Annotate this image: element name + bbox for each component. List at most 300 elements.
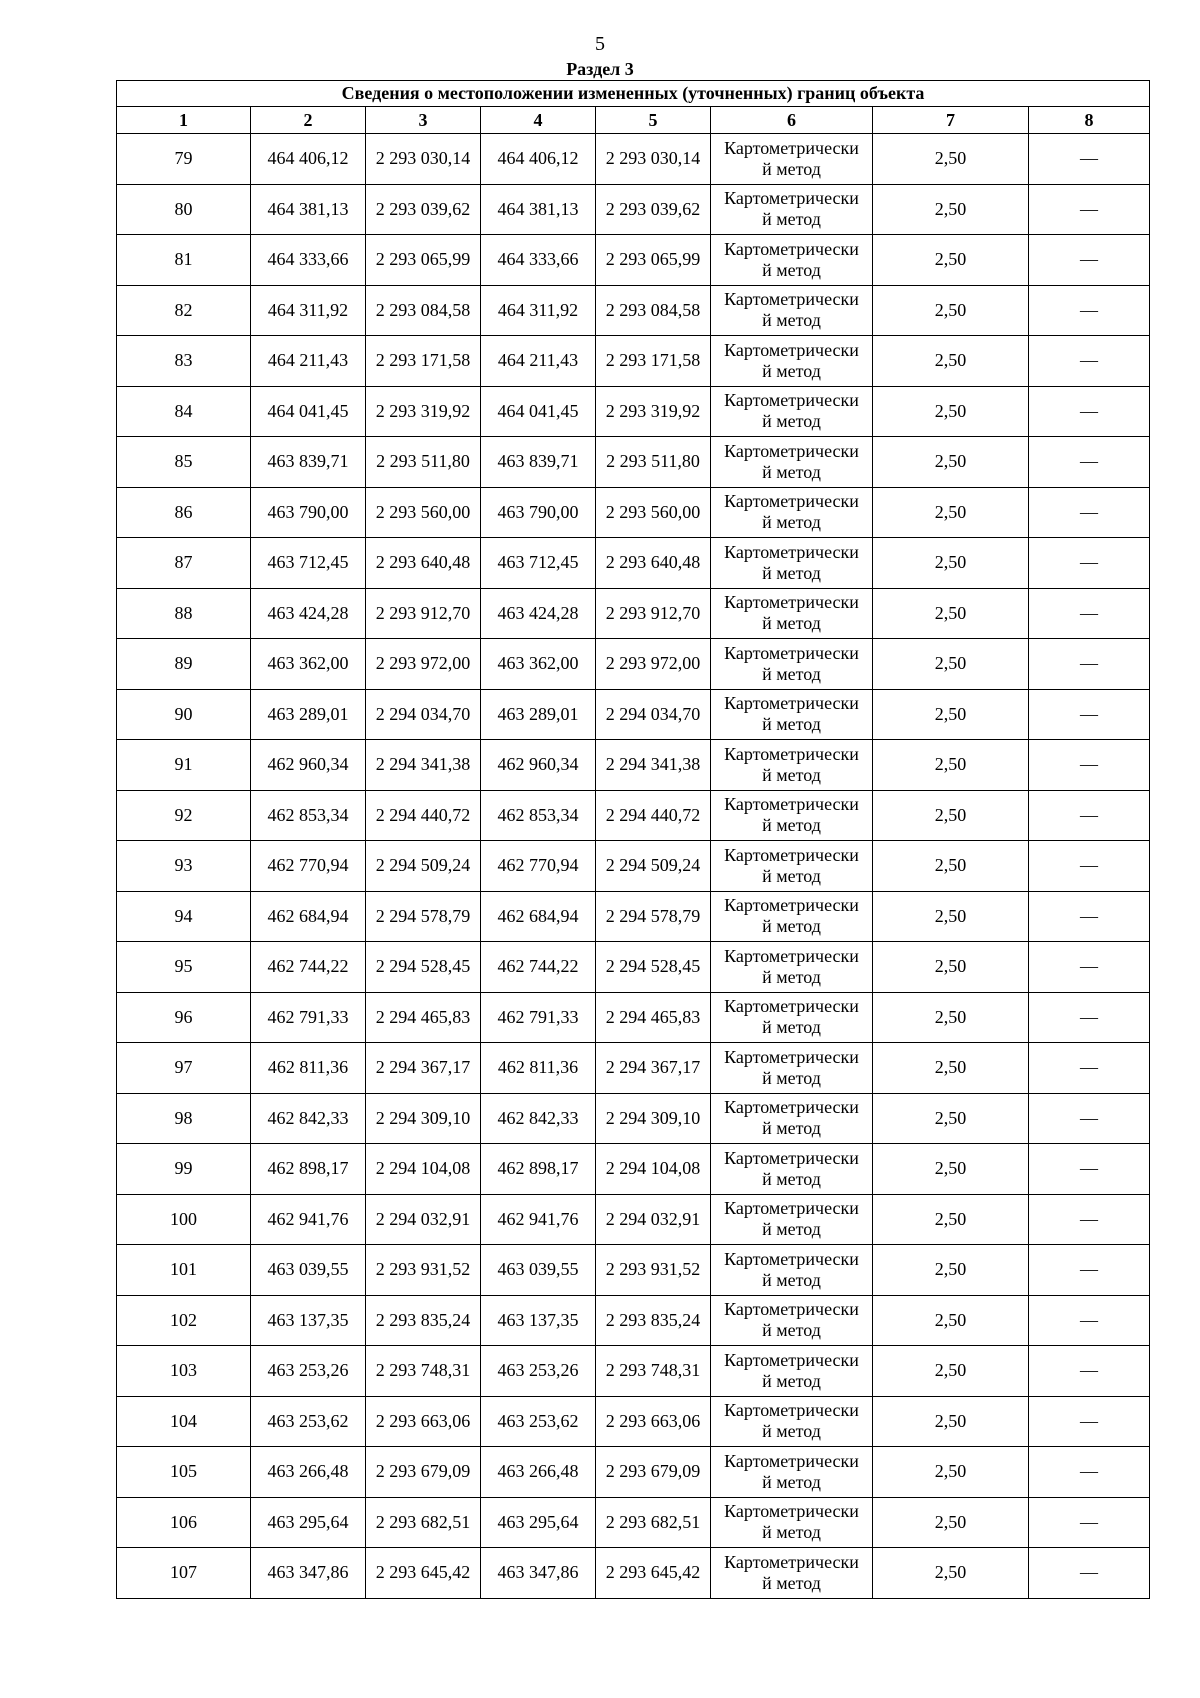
x-existing-cell: 464 211,43 [251, 336, 366, 387]
method-line: й метод [762, 613, 821, 634]
table-row [117, 1447, 1150, 1498]
accuracy-cell: 2,50 [873, 437, 1029, 488]
point-number-cell: 96 [117, 992, 251, 1043]
point-number-cell: 92 [117, 790, 251, 841]
method-line: й метод [762, 1017, 821, 1038]
description-cell: — [1029, 992, 1150, 1043]
description-cell: — [1029, 134, 1150, 185]
method-line: й метод [762, 1067, 821, 1088]
point-number-cell: 99 [117, 1144, 251, 1195]
accuracy-cell: 2,50 [873, 942, 1029, 993]
description-cell: — [1029, 1447, 1150, 1498]
method-line: й метод [762, 562, 821, 583]
description-cell: — [1029, 1396, 1150, 1447]
point-number-cell: 80 [117, 184, 251, 235]
y-existing-cell: 2 293 640,48 [366, 538, 481, 589]
y-refined-cell: 2 294 032,91 [596, 1194, 711, 1245]
description-cell: — [1029, 538, 1150, 589]
x-refined-cell: 464 333,66 [481, 235, 596, 286]
x-existing-cell: 462 842,33 [251, 1093, 366, 1144]
method-line: Картометрически [724, 339, 859, 360]
method-cell [711, 235, 873, 286]
accuracy-cell: 2,50 [873, 841, 1029, 892]
method-line: Картометрически [724, 1248, 859, 1269]
point-number-cell: 89 [117, 639, 251, 690]
y-existing-cell: 2 293 084,58 [366, 285, 481, 336]
method-line: й метод [762, 916, 821, 937]
y-existing-cell: 2 293 679,09 [366, 1447, 481, 1498]
method-line: й метод [762, 865, 821, 886]
description-cell: — [1029, 1497, 1150, 1548]
description-cell: — [1029, 942, 1150, 993]
x-existing-cell: 463 424,28 [251, 588, 366, 639]
accuracy-cell: 2,50 [873, 235, 1029, 286]
y-existing-cell: 2 294 509,24 [366, 841, 481, 892]
x-existing-cell: 464 041,45 [251, 386, 366, 437]
accuracy-cell: 2,50 [873, 689, 1029, 740]
accuracy-cell: 2,50 [873, 1497, 1029, 1548]
method-line: Картометрически [724, 491, 859, 512]
x-refined-cell: 462 770,94 [481, 841, 596, 892]
point-number-cell: 81 [117, 235, 251, 286]
table-row [117, 184, 1150, 235]
table-row [117, 1295, 1150, 1346]
method-cell [711, 740, 873, 791]
point-number-cell: 79 [117, 134, 251, 185]
y-refined-cell: 2 293 030,14 [596, 134, 711, 185]
x-refined-cell: 464 311,92 [481, 285, 596, 336]
x-existing-cell: 463 790,00 [251, 487, 366, 538]
x-existing-cell: 462 684,94 [251, 891, 366, 942]
table-row [117, 891, 1150, 942]
description-cell: — [1029, 1043, 1150, 1094]
y-refined-cell: 2 293 931,52 [596, 1245, 711, 1296]
column-number-row [117, 107, 1150, 134]
y-existing-cell: 2 294 465,83 [366, 992, 481, 1043]
description-cell: — [1029, 487, 1150, 538]
y-refined-cell: 2 293 511,80 [596, 437, 711, 488]
method-line: Картометрически [724, 390, 859, 411]
column-number: 5 [596, 107, 711, 134]
y-refined-cell: 2 293 039,62 [596, 184, 711, 235]
point-number-cell: 103 [117, 1346, 251, 1397]
accuracy-cell: 2,50 [873, 891, 1029, 942]
method-line: Картометрически [724, 693, 859, 714]
accuracy-cell: 2,50 [873, 1093, 1029, 1144]
table-row [117, 689, 1150, 740]
description-cell: — [1029, 1245, 1150, 1296]
section-title: Раздел 3 [566, 59, 634, 79]
method-cell [711, 1447, 873, 1498]
x-refined-cell: 462 744,22 [481, 942, 596, 993]
table-row [117, 588, 1150, 639]
y-existing-cell: 2 293 748,31 [366, 1346, 481, 1397]
point-number-cell: 107 [117, 1548, 251, 1599]
y-refined-cell: 2 294 509,24 [596, 841, 711, 892]
method-line: Картометрически [724, 1551, 859, 1572]
description-cell: — [1029, 689, 1150, 740]
accuracy-cell: 2,50 [873, 184, 1029, 235]
accuracy-cell: 2,50 [873, 1447, 1029, 1498]
description-cell: — [1029, 437, 1150, 488]
x-refined-cell: 463 790,00 [481, 487, 596, 538]
x-existing-cell: 463 362,00 [251, 639, 366, 690]
point-number-cell: 101 [117, 1245, 251, 1296]
accuracy-cell: 2,50 [873, 992, 1029, 1043]
x-existing-cell: 463 347,86 [251, 1548, 366, 1599]
table-row [117, 1043, 1150, 1094]
method-cell [711, 1093, 873, 1144]
method-line: й метод [762, 663, 821, 684]
table-row [117, 1194, 1150, 1245]
coordinates-table [116, 80, 1150, 1599]
y-existing-cell: 2 294 034,70 [366, 689, 481, 740]
accuracy-cell: 2,50 [873, 1396, 1029, 1447]
table-row [117, 942, 1150, 993]
x-existing-cell: 462 811,36 [251, 1043, 366, 1094]
x-refined-cell: 464 406,12 [481, 134, 596, 185]
method-cell [711, 790, 873, 841]
method-cell [711, 1295, 873, 1346]
y-refined-cell: 2 294 578,79 [596, 891, 711, 942]
accuracy-cell: 2,50 [873, 1194, 1029, 1245]
description-cell: — [1029, 1194, 1150, 1245]
column-number: 4 [481, 107, 596, 134]
method-line: й метод [762, 1320, 821, 1341]
method-cell [711, 336, 873, 387]
x-refined-cell: 462 684,94 [481, 891, 596, 942]
x-refined-cell: 464 211,43 [481, 336, 596, 387]
x-refined-cell: 464 381,13 [481, 184, 596, 235]
x-refined-cell: 463 424,28 [481, 588, 596, 639]
method-cell [711, 184, 873, 235]
table-row [117, 487, 1150, 538]
y-refined-cell: 2 293 645,42 [596, 1548, 711, 1599]
y-existing-cell: 2 293 931,52 [366, 1245, 481, 1296]
description-cell: — [1029, 235, 1150, 286]
method-line: Картометрически [724, 743, 859, 764]
method-cell [711, 689, 873, 740]
method-cell [711, 487, 873, 538]
point-number-cell: 90 [117, 689, 251, 740]
x-refined-cell: 463 266,48 [481, 1447, 596, 1498]
x-refined-cell: 463 137,35 [481, 1295, 596, 1346]
method-line: Картометрически [724, 1097, 859, 1118]
column-number: 8 [1029, 107, 1150, 134]
x-refined-cell: 463 253,62 [481, 1396, 596, 1447]
y-refined-cell: 2 293 663,06 [596, 1396, 711, 1447]
method-line: й метод [762, 714, 821, 735]
table-row [117, 386, 1150, 437]
method-line: й метод [762, 461, 821, 482]
point-number-cell: 97 [117, 1043, 251, 1094]
table-row [117, 1548, 1150, 1599]
table-row [117, 336, 1150, 387]
point-number-cell: 104 [117, 1396, 251, 1447]
description-cell: — [1029, 1548, 1150, 1599]
x-existing-cell: 462 791,33 [251, 992, 366, 1043]
method-cell [711, 538, 873, 589]
method-line: Картометрически [724, 642, 859, 663]
x-refined-cell: 463 289,01 [481, 689, 596, 740]
method-cell [711, 992, 873, 1043]
accuracy-cell: 2,50 [873, 639, 1029, 690]
description-cell: — [1029, 790, 1150, 841]
column-number: 6 [711, 107, 873, 134]
point-number-cell: 91 [117, 740, 251, 791]
method-cell [711, 1497, 873, 1548]
table-row [117, 1396, 1150, 1447]
y-refined-cell: 2 293 748,31 [596, 1346, 711, 1397]
method-line: й метод [762, 1118, 821, 1139]
method-line: Картометрически [724, 895, 859, 916]
x-existing-cell: 463 253,62 [251, 1396, 366, 1447]
method-line: Картометрически [724, 1299, 859, 1320]
method-line: й метод [762, 1269, 821, 1290]
method-line: Картометрически [724, 440, 859, 461]
accuracy-cell: 2,50 [873, 538, 1029, 589]
table-row [117, 1093, 1150, 1144]
method-line: й метод [762, 259, 821, 280]
accuracy-cell: 2,50 [873, 1346, 1029, 1397]
method-line: Картометрически [724, 1501, 859, 1522]
y-existing-cell: 2 293 560,00 [366, 487, 481, 538]
point-number-cell: 95 [117, 942, 251, 993]
table-row [117, 285, 1150, 336]
method-line: й метод [762, 310, 821, 331]
x-refined-cell: 462 898,17 [481, 1144, 596, 1195]
x-existing-cell: 464 381,13 [251, 184, 366, 235]
y-refined-cell: 2 293 084,58 [596, 285, 711, 336]
column-number: 7 [873, 107, 1029, 134]
description-cell: — [1029, 1295, 1150, 1346]
description-cell: — [1029, 588, 1150, 639]
method-line: й метод [762, 1572, 821, 1593]
description-cell: — [1029, 1093, 1150, 1144]
table-row [117, 992, 1150, 1043]
description-cell: — [1029, 740, 1150, 791]
table-row [117, 1497, 1150, 1548]
point-number-cell: 102 [117, 1295, 251, 1346]
table-row [117, 134, 1150, 185]
x-refined-cell: 463 839,71 [481, 437, 596, 488]
y-refined-cell: 2 294 034,70 [596, 689, 711, 740]
x-existing-cell: 462 744,22 [251, 942, 366, 993]
y-refined-cell: 2 294 440,72 [596, 790, 711, 841]
x-existing-cell: 464 311,92 [251, 285, 366, 336]
point-number-cell: 85 [117, 437, 251, 488]
y-existing-cell: 2 294 104,08 [366, 1144, 481, 1195]
method-line: й метод [762, 158, 821, 179]
y-refined-cell: 2 293 679,09 [596, 1447, 711, 1498]
accuracy-cell: 2,50 [873, 1043, 1029, 1094]
x-refined-cell: 463 347,86 [481, 1548, 596, 1599]
description-cell: — [1029, 1346, 1150, 1397]
y-refined-cell: 2 293 560,00 [596, 487, 711, 538]
method-cell [711, 1194, 873, 1245]
x-existing-cell: 463 039,55 [251, 1245, 366, 1296]
y-existing-cell: 2 293 972,00 [366, 639, 481, 690]
method-cell [711, 639, 873, 690]
y-existing-cell: 2 293 682,51 [366, 1497, 481, 1548]
point-number-cell: 93 [117, 841, 251, 892]
y-refined-cell: 2 293 319,92 [596, 386, 711, 437]
y-refined-cell: 2 294 341,38 [596, 740, 711, 791]
method-line: Картометрически [724, 541, 859, 562]
description-cell: — [1029, 639, 1150, 690]
method-line: й метод [762, 764, 821, 785]
point-number-cell: 87 [117, 538, 251, 589]
method-line: й метод [762, 966, 821, 987]
y-refined-cell: 2 294 367,17 [596, 1043, 711, 1094]
y-existing-cell: 2 293 511,80 [366, 437, 481, 488]
method-cell [711, 942, 873, 993]
accuracy-cell: 2,50 [873, 1144, 1029, 1195]
y-existing-cell: 2 293 663,06 [366, 1396, 481, 1447]
y-refined-cell: 2 293 972,00 [596, 639, 711, 690]
y-existing-cell: 2 293 039,62 [366, 184, 481, 235]
method-line: й метод [762, 1421, 821, 1442]
table-row [117, 740, 1150, 791]
y-existing-cell: 2 294 528,45 [366, 942, 481, 993]
method-line: Картометрически [724, 1450, 859, 1471]
table-row [117, 437, 1150, 488]
table-body [117, 134, 1150, 1599]
method-line: Картометрически [724, 1046, 859, 1067]
method-line: й метод [762, 1219, 821, 1240]
x-refined-cell: 464 041,45 [481, 386, 596, 437]
y-existing-cell: 2 294 578,79 [366, 891, 481, 942]
method-line: Картометрически [724, 1400, 859, 1421]
x-refined-cell: 462 853,34 [481, 790, 596, 841]
method-line: й метод [762, 1168, 821, 1189]
page-number: 5 [595, 33, 605, 55]
description-cell: — [1029, 841, 1150, 892]
method-cell [711, 134, 873, 185]
x-refined-cell: 462 960,34 [481, 740, 596, 791]
x-refined-cell: 463 039,55 [481, 1245, 596, 1296]
point-number-cell: 100 [117, 1194, 251, 1245]
y-existing-cell: 2 293 171,58 [366, 336, 481, 387]
x-existing-cell: 462 853,34 [251, 790, 366, 841]
x-existing-cell: 463 137,35 [251, 1295, 366, 1346]
method-line: Картометрически [724, 238, 859, 259]
method-line: й метод [762, 512, 821, 533]
table-row [117, 841, 1150, 892]
method-line: Картометрически [724, 996, 859, 1017]
point-number-cell: 106 [117, 1497, 251, 1548]
y-existing-cell: 2 294 440,72 [366, 790, 481, 841]
point-number-cell: 86 [117, 487, 251, 538]
y-refined-cell: 2 293 640,48 [596, 538, 711, 589]
table-row [117, 1346, 1150, 1397]
point-number-cell: 82 [117, 285, 251, 336]
y-existing-cell: 2 293 645,42 [366, 1548, 481, 1599]
method-cell [711, 841, 873, 892]
x-existing-cell: 464 406,12 [251, 134, 366, 185]
x-existing-cell: 464 333,66 [251, 235, 366, 286]
y-refined-cell: 2 294 465,83 [596, 992, 711, 1043]
x-existing-cell: 463 712,45 [251, 538, 366, 589]
method-cell [711, 1396, 873, 1447]
y-refined-cell: 2 293 912,70 [596, 588, 711, 639]
y-existing-cell: 2 294 341,38 [366, 740, 481, 791]
accuracy-cell: 2,50 [873, 386, 1029, 437]
x-refined-cell: 462 791,33 [481, 992, 596, 1043]
x-refined-cell: 463 295,64 [481, 1497, 596, 1548]
x-existing-cell: 462 941,76 [251, 1194, 366, 1245]
method-line: Картометрически [724, 844, 859, 865]
y-refined-cell: 2 293 171,58 [596, 336, 711, 387]
description-cell: — [1029, 386, 1150, 437]
method-line: Картометрически [724, 945, 859, 966]
accuracy-cell: 2,50 [873, 740, 1029, 791]
accuracy-cell: 2,50 [873, 336, 1029, 387]
method-line: Картометрически [724, 592, 859, 613]
table-row [117, 235, 1150, 286]
y-existing-cell: 2 294 367,17 [366, 1043, 481, 1094]
method-line: Картометрически [724, 1349, 859, 1370]
column-number: 3 [366, 107, 481, 134]
description-cell: — [1029, 1144, 1150, 1195]
y-existing-cell: 2 294 032,91 [366, 1194, 481, 1245]
accuracy-cell: 2,50 [873, 1295, 1029, 1346]
method-cell [711, 437, 873, 488]
description-cell: — [1029, 336, 1150, 387]
method-cell [711, 1346, 873, 1397]
accuracy-cell: 2,50 [873, 487, 1029, 538]
x-existing-cell: 462 960,34 [251, 740, 366, 791]
accuracy-cell: 2,50 [873, 1548, 1029, 1599]
description-cell: — [1029, 184, 1150, 235]
method-line: й метод [762, 1471, 821, 1492]
method-line: Картометрически [724, 289, 859, 310]
accuracy-cell: 2,50 [873, 134, 1029, 185]
method-line: й метод [762, 209, 821, 230]
accuracy-cell: 2,50 [873, 588, 1029, 639]
x-refined-cell: 462 842,33 [481, 1093, 596, 1144]
point-number-cell: 84 [117, 386, 251, 437]
x-existing-cell: 462 898,17 [251, 1144, 366, 1195]
point-number-cell: 105 [117, 1447, 251, 1498]
y-refined-cell: 2 294 104,08 [596, 1144, 711, 1195]
table-row [117, 1144, 1150, 1195]
x-existing-cell: 463 295,64 [251, 1497, 366, 1548]
x-refined-cell: 463 253,26 [481, 1346, 596, 1397]
method-cell [711, 891, 873, 942]
y-refined-cell: 2 293 835,24 [596, 1295, 711, 1346]
y-refined-cell: 2 294 309,10 [596, 1093, 711, 1144]
method-cell [711, 386, 873, 437]
method-line: й метод [762, 815, 821, 836]
table-row [117, 538, 1150, 589]
method-line: й метод [762, 411, 821, 432]
y-refined-cell: 2 293 065,99 [596, 235, 711, 286]
x-existing-cell: 463 266,48 [251, 1447, 366, 1498]
point-number-cell: 83 [117, 336, 251, 387]
table-caption: Сведения о местоположении измененных (уточненных) границ объекта [117, 81, 1150, 107]
method-cell [711, 1548, 873, 1599]
accuracy-cell: 2,50 [873, 790, 1029, 841]
y-existing-cell: 2 293 030,14 [366, 134, 481, 185]
method-line: й метод [762, 360, 821, 381]
x-existing-cell: 463 839,71 [251, 437, 366, 488]
y-existing-cell: 2 293 065,99 [366, 235, 481, 286]
table-row [117, 790, 1150, 841]
method-cell [711, 1245, 873, 1296]
method-cell [711, 588, 873, 639]
column-number: 2 [251, 107, 366, 134]
